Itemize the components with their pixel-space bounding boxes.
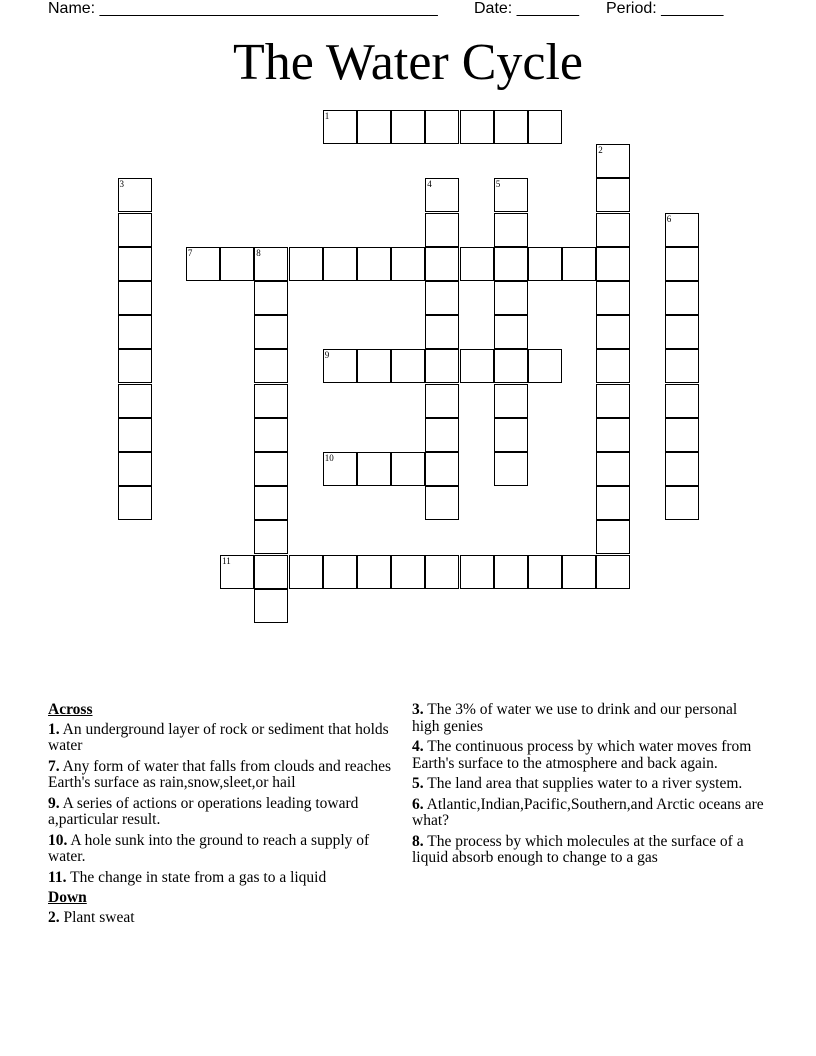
clues-right-column [412,702,768,871]
clue-number-label: 8 [256,247,261,258]
crossword-cell[interactable] [323,110,357,144]
crossword-cell[interactable] [254,486,288,520]
clue-number: 3. [412,701,424,718]
crossword-cell[interactable] [596,452,630,486]
crossword-cell[interactable] [254,281,288,315]
crossword-cell[interactable] [323,247,357,281]
clue-text: The 3% of water we use to drink and our personal high genies [412,701,738,735]
crossword-cell[interactable] [425,178,459,212]
crossword-cell[interactable] [118,418,152,452]
clue-item [48,796,393,829]
crossword-cell[interactable] [425,281,459,315]
crossword-cell[interactable] [528,110,562,144]
crossword-cell[interactable] [118,486,152,520]
crossword-cell[interactable] [665,418,699,452]
crossword-cell[interactable] [562,555,596,589]
crossword-cell[interactable] [596,384,630,418]
crossword-cell[interactable] [494,555,528,589]
crossword-cell[interactable] [665,349,699,383]
crossword-cell[interactable] [391,555,425,589]
crossword-cell[interactable] [425,349,459,383]
crossword-cell[interactable] [528,555,562,589]
crossword-cell[interactable] [254,589,288,623]
crossword-cell[interactable] [118,178,152,212]
crossword-cell[interactable] [425,247,459,281]
crossword-cell[interactable] [665,384,699,418]
clue-number-label: 3 [119,179,124,190]
clue-number-label: 9 [324,350,330,361]
crossword-cell[interactable] [357,555,391,589]
crossword-cell[interactable] [494,281,528,315]
crossword-cell[interactable] [323,452,357,486]
clue-text: Any form of water that falls from clouds and reaches Earth's surface as rain,snow,sleet,or hail [48,757,392,791]
clue-text: Plant sweat [63,908,135,926]
clue-item [48,759,393,792]
crossword-cell[interactable] [425,452,459,486]
crossword-cell[interactable] [323,349,357,383]
crossword-cell[interactable] [665,486,699,520]
crossword-cell[interactable] [323,555,357,589]
clue-number-label: 6 [666,213,672,224]
crossword-cell[interactable] [494,418,528,452]
crossword-cell[interactable] [460,247,494,281]
clue-number: 8. [412,832,424,850]
crossword-cell[interactable] [118,349,152,383]
crossword-cell[interactable] [665,281,699,315]
down-heading: Down [48,889,87,906]
crossword-cell[interactable] [254,452,288,486]
crossword-cell[interactable] [391,110,425,144]
crossword-cell[interactable] [425,213,459,247]
clue-number: 10. [48,831,68,849]
clue-text: A series of actions or operations leading toward a,particular result. [48,794,359,828]
crossword-cell[interactable] [118,384,152,418]
crossword-cell[interactable] [596,349,630,383]
crossword-cell[interactable] [596,486,630,520]
crossword-cell[interactable] [596,213,630,247]
clue-number: 1. [48,720,60,738]
crossword-cell[interactable] [665,315,699,349]
crossword-cell[interactable] [596,555,630,589]
clue-item [412,797,768,830]
crossword-cell[interactable] [596,247,630,281]
crossword-cell[interactable] [494,315,528,349]
crossword-cell[interactable] [494,384,528,418]
clue-number-label: 7 [187,247,193,258]
clues-left-column [48,702,393,930]
crossword-cell[interactable] [665,247,699,281]
clue-number-label: 1 [324,111,330,121]
crossword-cell[interactable] [254,520,288,554]
clue-item [48,722,393,755]
crossword-cell[interactable] [596,315,630,349]
clue-item [48,910,393,927]
crossword-cell[interactable] [425,384,459,418]
crossword-cell[interactable] [425,315,459,349]
crossword-cell[interactable] [596,281,630,315]
crossword-cell[interactable] [391,452,425,486]
crossword-cell[interactable] [494,349,528,383]
crossword-cell[interactable] [220,247,254,281]
crossword-cell[interactable] [391,247,425,281]
clue-text: A hole sunk into the ground to reach a supply of water. [48,831,370,865]
crossword-cell[interactable] [460,110,494,144]
down-clue-list [48,910,393,927]
crossword-cell[interactable] [118,281,152,315]
crossword-cell[interactable] [425,110,459,144]
date-field-label: Date: _______ [474,0,579,17]
crossword-cell[interactable] [357,110,391,144]
clue-number-label: 2 [598,145,603,156]
clue-number: 2. [48,908,60,926]
crossword-cell[interactable] [528,247,562,281]
clue-item [48,833,393,866]
clue-text: Atlantic,Indian,Pacific,Southern,and Arctic oceans are what? [412,795,764,829]
crossword-cell[interactable] [494,213,528,247]
clue-text: The change in state from a gas to a liquid [70,868,327,886]
crossword-cell[interactable] [460,555,494,589]
clue-text: The land area that supplies water to a river system. [427,775,743,792]
crossword-cell[interactable] [254,555,288,589]
clue-number-label: 11 [222,555,231,566]
crossword-cell[interactable] [391,349,425,383]
clue-number-label: 5 [495,179,501,190]
clue-number-label: 10 [324,453,334,463]
clue-item [48,870,393,887]
crossword-cell[interactable] [118,247,152,281]
clue-number: 7. [48,757,60,775]
clue-item [412,702,768,735]
down-clue-list-continued [412,702,768,867]
crossword-cell[interactable] [460,349,494,383]
crossword-cell[interactable] [562,247,596,281]
clue-number: 6. [412,795,424,813]
crossword-cell[interactable] [254,349,288,383]
clue-number: 4. [412,738,424,755]
clue-item [412,834,768,867]
across-heading: Across [48,701,93,718]
crossword-cell[interactable] [596,178,630,212]
clue-text: The process by which molecules at the surface of a liquid absorb enough to change to a gas [412,832,744,866]
crossword-cell[interactable] [186,247,220,281]
crossword-cell[interactable] [254,384,288,418]
crossword-cell[interactable] [665,213,699,247]
crossword-cell[interactable] [665,452,699,486]
crossword-cell[interactable] [494,452,528,486]
name-field-label: Name: ______________________________________ [48,0,438,17]
crossword-cell[interactable] [596,520,630,554]
clue-number: 11. [48,868,67,886]
crossword-cell[interactable] [357,247,391,281]
crossword-cell[interactable] [289,555,323,589]
page-title: The Water Cycle [232,34,584,91]
across-clue-list [48,722,393,887]
clue-number: 9. [48,794,60,812]
crossword-cell[interactable] [220,555,254,589]
clue-number: 5. [412,775,424,792]
crossword-cell[interactable] [254,418,288,452]
crossword-cell[interactable] [254,247,288,281]
crossword-cell[interactable] [494,178,528,212]
clue-text: An underground layer of rock or sediment that holds water [48,720,389,754]
clue-item [412,776,768,793]
crossword-cell[interactable] [118,315,152,349]
clue-number-label: 4 [427,179,432,190]
crossword-cell[interactable] [118,452,152,486]
crossword-cell[interactable] [494,110,528,144]
crossword-cell[interactable] [118,213,152,247]
crossword-cell[interactable] [596,144,630,178]
crossword-cell[interactable] [425,486,459,520]
crossword-cell[interactable] [528,349,562,383]
crossword-cell[interactable] [425,418,459,452]
crossword-cell[interactable] [357,452,391,486]
crossword-cell[interactable] [494,247,528,281]
crossword-cell[interactable] [357,349,391,383]
crossword-cell[interactable] [596,418,630,452]
clue-item [412,739,768,772]
crossword-cell[interactable] [425,555,459,589]
clue-text: The continuous process by which water moves from Earth's surface to the atmosphere and back again. [412,738,752,772]
period-field-label: Period: _______ [606,0,724,17]
crossword-cell[interactable] [254,315,288,349]
crossword-cell[interactable] [289,247,323,281]
